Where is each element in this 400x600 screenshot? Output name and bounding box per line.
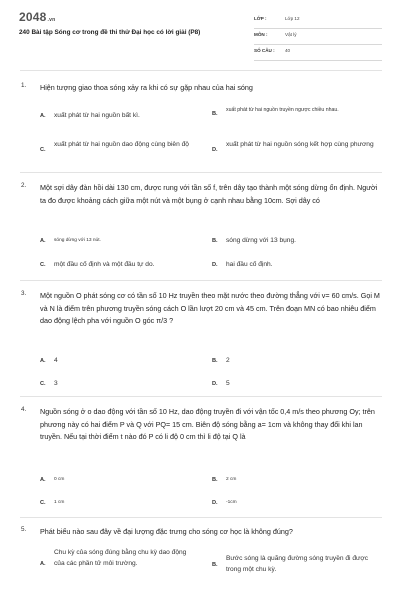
- option-letter: B.: [212, 238, 218, 244]
- option-letter: D.: [212, 381, 218, 387]
- option-text: 5: [226, 380, 230, 387]
- option-text: xuất phát từ hai nguồn dao động cùng biên độ: [54, 141, 189, 148]
- option-letter: A.: [40, 561, 46, 567]
- option-text: sóng dừng với 13 bụng.: [226, 237, 296, 244]
- option-letter: C.: [40, 147, 46, 153]
- question-number: 5.: [21, 526, 27, 533]
- meta-value: Lớp 12: [285, 16, 300, 21]
- option-text: 0 cm: [54, 477, 65, 482]
- document-title: 240 Bài tập Sóng cơ trong đề thi thử Đại học có lời giải (P8): [19, 29, 201, 36]
- document-header: [0, 0, 400, 64]
- option-text: Chu kỳ của sóng đúng bằng chu kỳ dao động của các phần tử môi trường.: [54, 549, 187, 567]
- question-text: Nguồn sóng ở o dao động với tần số 10 Hz, dao động truyền đi với vận tốc 0,4 m/s theo phương Oy; trên phương này có hai điểm P và Q với PQ= 15 cm. Biên độ sóng bằng a= 1cm và không thay đổi khi lan truyền. Nếu tại thời điểm t nào đó P có li độ 0 cm thì li độ tại Q là: [40, 407, 375, 441]
- meta-value: Vật lý: [285, 32, 297, 37]
- option-text: xuất phát từ hai nguồn truyền ngược chiều nhau.: [226, 107, 339, 113]
- option-letter: D.: [212, 147, 218, 153]
- meta-value: 40: [285, 48, 291, 53]
- option-letter: B.: [212, 477, 218, 483]
- question-text: Một nguồn O phát sóng cơ có tần số 10 Hz truyền theo mặt nước theo đường thẳng với v= 60 cm/s. Gọi M và N là điểm trên phương truyền sóng cách O lần lượt 20 cm và 45 cm. Trên đoạn MN có bao nhiêu điểm dao động lệch pha với nguồn O góc π/3 ?: [40, 291, 380, 325]
- option-letter: A.: [40, 477, 46, 483]
- option-text: Bước sóng là quãng đường sóng truyền đi được trong một chu kỳ.: [226, 555, 369, 573]
- option-text: sóng dừng với 13 nút.: [54, 238, 101, 243]
- question-number: 2.: [21, 182, 27, 189]
- question-number: 4.: [21, 406, 27, 413]
- option-text: một đầu cố định và một đầu tự do.: [54, 261, 155, 268]
- option-text: 4: [54, 357, 58, 364]
- option-letter: D.: [212, 262, 218, 268]
- question-text: Một sợi dây đàn hồi dài 130 cm, được rung với tần số f, trên dây tạo thành một sóng dừng ổn định. Người ta đo được khoảng cách giữa một nút và một bụng ở cạnh nhau bằng 10cm. Sợi dây có: [40, 183, 378, 205]
- option-letter: C.: [40, 500, 46, 506]
- option-text: xuất phát từ hai nguồn bất kì.: [54, 112, 140, 119]
- option-text: hai đầu cố định.: [226, 261, 273, 268]
- question-text: Phát biểu nào sau đây về đại lượng đặc trưng cho sóng cơ học là không đúng?: [40, 527, 293, 536]
- logo-suffix: .vn: [47, 17, 56, 23]
- option-letter: A.: [40, 238, 46, 244]
- question-number: 3.: [21, 290, 27, 297]
- option-letter: B.: [212, 358, 218, 364]
- option-text: 1 cm: [54, 500, 65, 505]
- meta-row-class: [254, 13, 382, 29]
- option-text: -1cm: [226, 500, 237, 505]
- document-meta: [254, 13, 382, 61]
- option-text: 2 cm: [226, 477, 237, 482]
- option-letter: D.: [212, 500, 218, 506]
- site-logo[interactable]: [19, 10, 55, 24]
- option-text: xuất phát từ hai nguồn sóng kết hợp cùng phương: [226, 141, 374, 148]
- option-letter: B.: [212, 111, 218, 117]
- question-divider: [20, 517, 382, 518]
- question-divider: [20, 396, 382, 397]
- meta-label: LỚP :: [254, 16, 267, 21]
- option-text: 2: [226, 357, 230, 364]
- option-letter: C.: [40, 262, 46, 268]
- question-number: 1.: [21, 82, 27, 89]
- header-divider: [20, 70, 382, 71]
- question-divider: [20, 172, 382, 173]
- logo-main: 2048: [19, 10, 47, 24]
- question-text: Hiện tượng giao thoa sóng xảy ra khi có sự gặp nhau của hai sóng: [40, 83, 253, 92]
- option-letter: A.: [40, 113, 46, 119]
- meta-label: SỐ CÂU :: [254, 48, 275, 53]
- option-letter: A.: [40, 358, 46, 364]
- option-letter: C.: [40, 381, 46, 387]
- meta-row-count: [254, 45, 382, 61]
- option-letter: B.: [212, 562, 218, 568]
- meta-row-subject: [254, 29, 382, 45]
- question-divider: [20, 280, 382, 281]
- option-text: 3: [54, 380, 58, 387]
- meta-label: MÔN :: [254, 32, 268, 37]
